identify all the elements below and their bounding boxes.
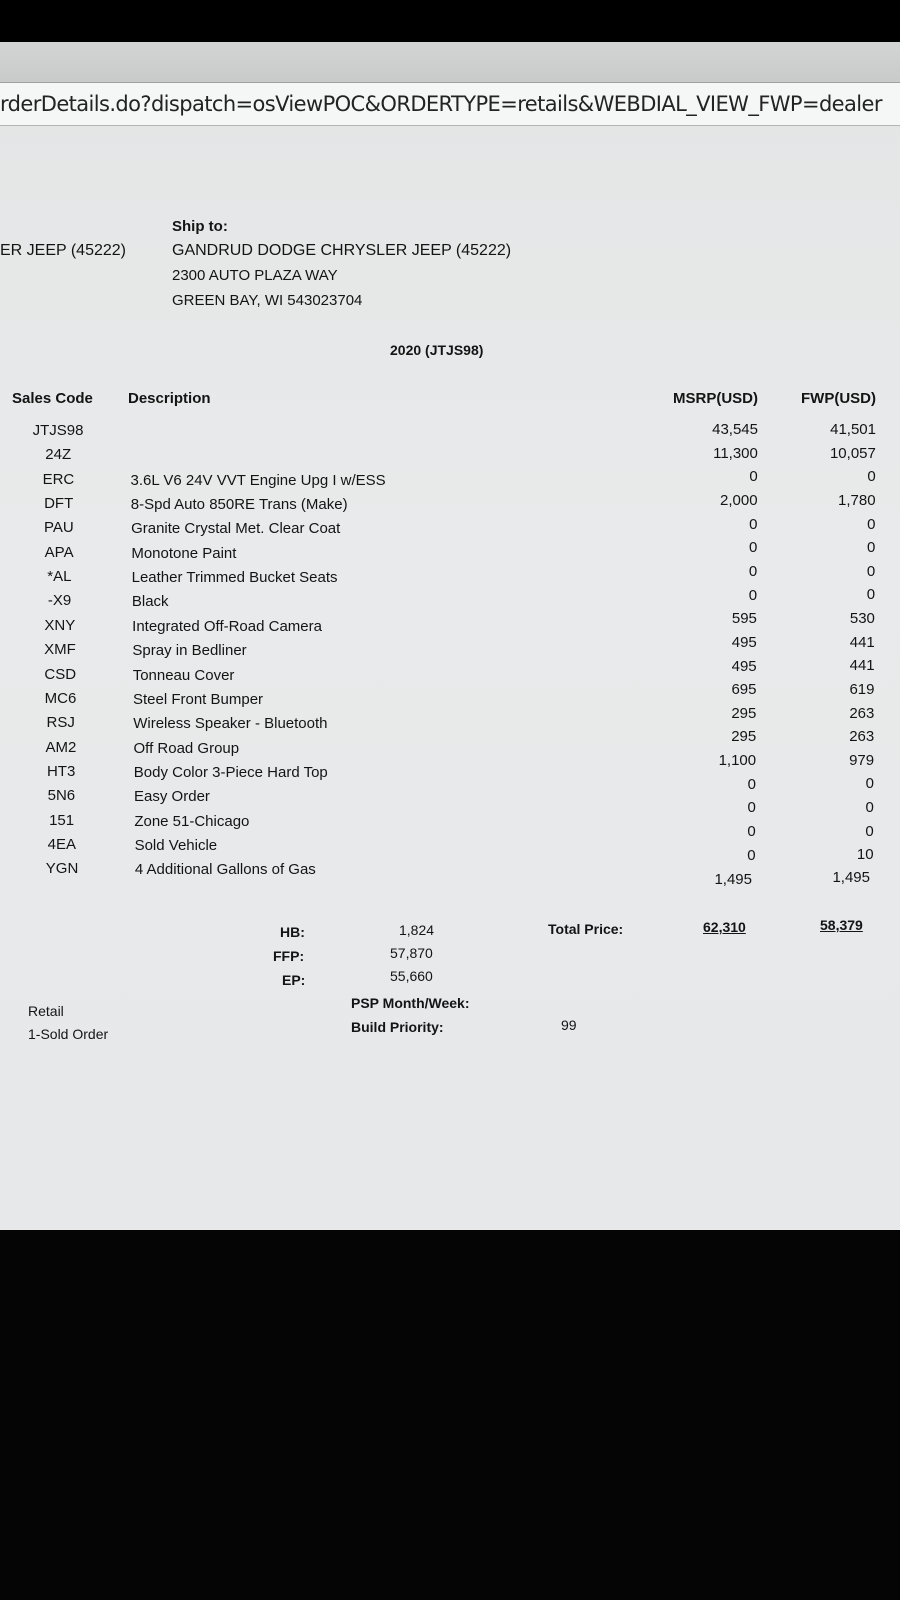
ffp-label: FFP: xyxy=(273,948,305,964)
sold-to-name: ER JEEP (45222) xyxy=(0,242,126,259)
row-msrp: 495 xyxy=(731,657,757,675)
build-priority-label: Build Priority: xyxy=(351,1019,444,1035)
row-description: Sold Vehicle xyxy=(134,836,218,854)
row-description: Leather Trimmed Bucket Seats xyxy=(131,569,338,587)
row-description: Wireless Speaker - Bluetooth xyxy=(133,715,328,733)
address-bar[interactable] xyxy=(0,82,900,126)
ep-label: EP: xyxy=(282,972,306,988)
row-fwp: 0 xyxy=(866,539,876,557)
row-msrp: 295 xyxy=(731,728,757,746)
row-sales-code: AM2 xyxy=(45,738,77,756)
row-fwp: 0 xyxy=(866,562,876,580)
row-msrp: 295 xyxy=(731,704,757,722)
row-sales-code: CSD xyxy=(44,665,77,683)
row-msrp: 43,545 xyxy=(712,421,758,438)
bottom-bezel xyxy=(0,1230,900,1600)
header-msrp: MSRP(USD) xyxy=(673,390,758,407)
row-msrp: 0 xyxy=(749,468,758,486)
row-fwp: 263 xyxy=(849,704,875,722)
header-fwp: FWP(USD) xyxy=(801,390,876,407)
row-fwp: 10,057 xyxy=(829,444,876,462)
row-sales-code: *AL xyxy=(47,568,72,586)
destination-msrp: 1,495 xyxy=(714,871,752,888)
row-msrp: 0 xyxy=(748,586,758,604)
row-sales-code: HT3 xyxy=(46,762,76,780)
row-msrp: 695 xyxy=(731,681,757,699)
row-msrp: 2,000 xyxy=(720,491,758,509)
destination-fwp: 1,495 xyxy=(832,869,870,886)
ship-to-street: 2300 AUTO PLAZA WAY xyxy=(172,267,338,284)
row-sales-code: XMF xyxy=(44,641,76,659)
row-description: Spray in Bedliner xyxy=(132,642,247,660)
row-fwp: 979 xyxy=(849,751,875,769)
row-sales-code: 4EA xyxy=(47,835,76,853)
row-fwp: 41,501 xyxy=(830,421,876,438)
row-sales-code: ERC xyxy=(42,470,75,488)
row-sales-code: 5N6 xyxy=(47,787,76,805)
row-msrp: 1,100 xyxy=(718,752,757,770)
order-status: 1-Sold Order xyxy=(28,1026,109,1042)
row-msrp: 595 xyxy=(731,610,757,628)
row-fwp: 530 xyxy=(849,610,875,628)
row-sales-code: JTJS98 xyxy=(32,422,84,439)
row-msrp: 0 xyxy=(747,846,756,864)
hb-label: HB: xyxy=(280,924,305,940)
hb-value: 1,824 xyxy=(399,922,435,938)
ffp-value: 57,870 xyxy=(390,945,433,961)
row-description: 3.6L V6 24V VVT Engine Upg I w/ESS xyxy=(130,471,386,489)
model-heading: 2020 (JTJS98) xyxy=(390,342,484,358)
row-msrp: 0 xyxy=(747,823,756,841)
row-msrp: 495 xyxy=(731,633,757,651)
row-description: 4 Additional Gallons of Gas xyxy=(134,861,316,879)
row-sales-code: 24Z xyxy=(45,446,72,464)
psp-label: PSP Month/Week: xyxy=(351,995,470,1011)
row-fwp: 10 xyxy=(856,846,874,864)
total-fwp: 58,379 xyxy=(820,917,863,933)
row-description: Off Road Group xyxy=(133,739,240,757)
row-sales-code: YGN xyxy=(45,860,79,878)
row-sales-code: -X9 xyxy=(47,592,72,610)
order-type: Retail xyxy=(28,1003,64,1019)
row-sales-code: XNY xyxy=(44,616,76,634)
row-fwp: 0 xyxy=(865,822,874,840)
row-description: Granite Crystal Met. Clear Coat xyxy=(131,520,341,538)
row-description: Integrated Off-Road Camera xyxy=(132,617,322,635)
row-description: Easy Order xyxy=(134,788,210,806)
ship-to-label: Ship to: xyxy=(172,218,228,235)
row-description: Monotone Paint xyxy=(131,544,237,562)
row-fwp: 0 xyxy=(867,468,876,486)
address-url[interactable]: rderDetails.do?dispatch=osViewPOC&ORDERTYPE=retails&WEBDIAL_VIEW_FWP=dealer xyxy=(0,92,882,116)
row-description: Tonneau Cover xyxy=(132,666,235,684)
browser-chrome xyxy=(0,42,900,82)
header-sales-code: Sales Code xyxy=(12,390,93,407)
row-msrp: 0 xyxy=(747,775,756,793)
ep-value: 55,660 xyxy=(390,968,433,984)
row-msrp: 0 xyxy=(748,562,758,580)
total-price-label: Total Price: xyxy=(548,921,624,937)
build-priority-value: 99 xyxy=(561,1017,577,1033)
row-sales-code: APA xyxy=(44,543,74,561)
ship-to-city: GREEN BAY, WI 543023704 xyxy=(172,292,363,309)
row-sales-code: 151 xyxy=(49,811,75,829)
row-description: Steel Front Bumper xyxy=(132,690,264,708)
row-fwp: 263 xyxy=(849,728,875,746)
row-msrp: 0 xyxy=(747,799,756,817)
top-bezel xyxy=(0,0,900,42)
row-msrp: 0 xyxy=(748,539,758,557)
total-msrp: 62,310 xyxy=(703,919,746,935)
row-description: Zone 51-Chicago xyxy=(134,812,250,830)
row-sales-code: PAU xyxy=(44,519,74,537)
ship-to-name: GANDRUD DODGE CHRYSLER JEEP (45222) xyxy=(172,242,512,259)
row-msrp: 11,300 xyxy=(713,444,758,462)
row-description: Body Color 3-Piece Hard Top xyxy=(133,763,328,781)
row-sales-code: DFT xyxy=(44,495,74,513)
row-sales-code: RSJ xyxy=(46,714,75,732)
row-fwp: 0 xyxy=(866,586,876,604)
row-fwp: 0 xyxy=(865,775,874,793)
row-fwp: 441 xyxy=(849,633,875,651)
row-sales-code: MC6 xyxy=(44,689,77,707)
row-msrp: 0 xyxy=(749,515,758,533)
row-fwp: 441 xyxy=(849,657,875,675)
row-fwp: 0 xyxy=(867,515,876,533)
row-fwp: 0 xyxy=(865,799,874,817)
row-fwp: 619 xyxy=(849,680,875,698)
header-description: Description xyxy=(128,390,211,407)
row-fwp: 1,780 xyxy=(838,491,876,509)
row-description: 8-Spd Auto 850RE Trans (Make) xyxy=(130,496,348,514)
row-description: Black xyxy=(131,593,169,611)
